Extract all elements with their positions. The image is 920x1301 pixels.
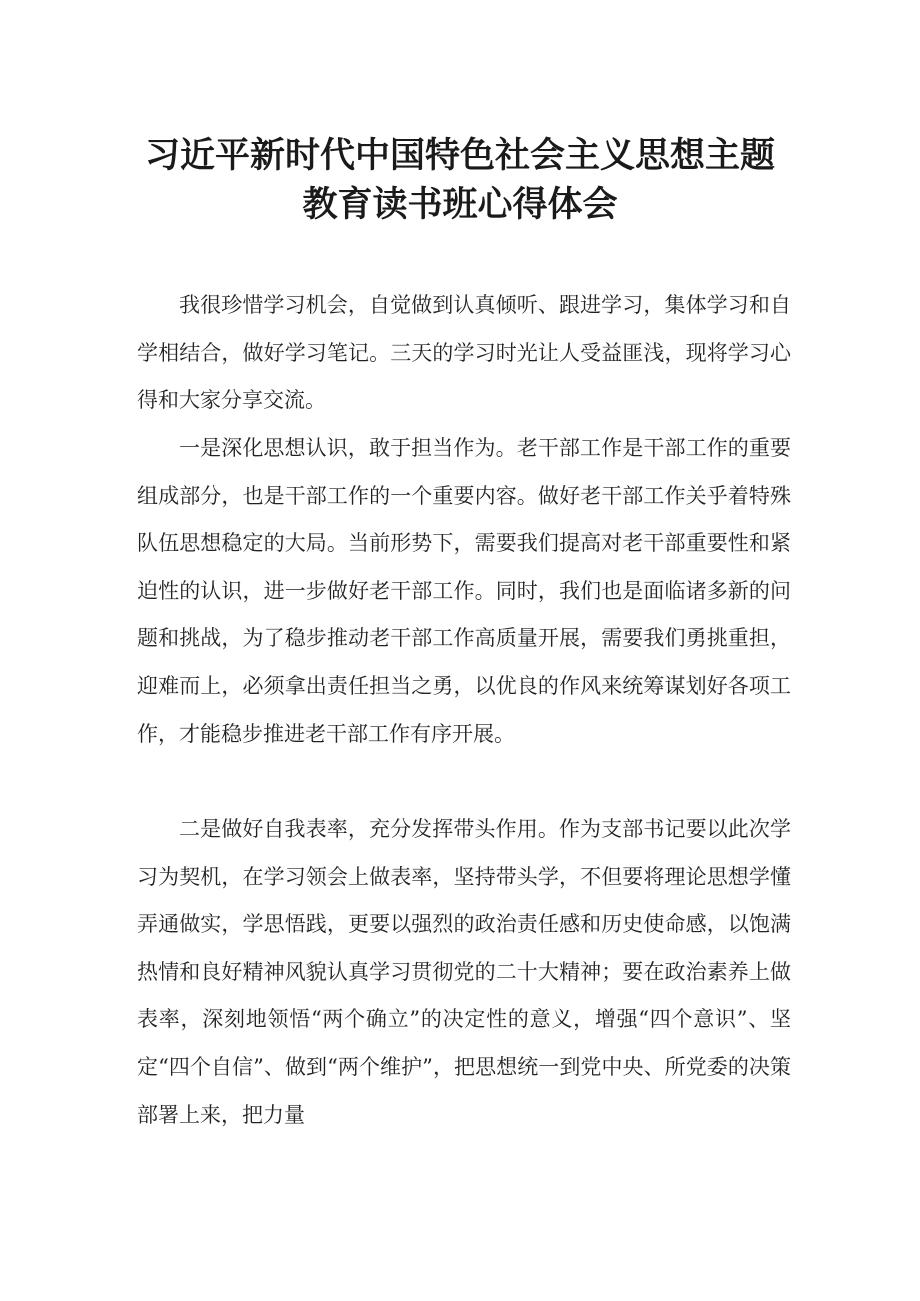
paragraph-point-two: 二是做好自我表率，充分发挥带头作用。作为支部书记要以此次学习为契机，在学习领会上做表率，坚持带头学，不但要将理论思想学懂弄通做实，学思悟践，更要以强烈的政治责任感和历史使命感，以饱满热情和良好精神风貌认真学习贯彻党的二十大精神；要在政治素养上做表率，深刻地领悟“两个确立”的决定性的意义，增强“四个意识”、坚定“四个自信”、做到“两个维护”，把思想统一到党中央、所党委的决策部署上来，把力量 (137, 817, 791, 1127)
document-title-line-2: 教育读书班心得体会 (302, 185, 618, 225)
paragraph-intro: 我很珍惜学习机会，自觉做到认真倾听、跟进学习，集体学习和自学相结合，做好学习笔记。三天的学习时光让人受益匪浅，现将学习心得和大家分享交流。 (137, 293, 791, 413)
paragraph-point-one: 一是深化思想认识，敢于担当作为。老干部工作是干部工作的重要组成部分，也是干部工作的一个重要内容。做好老干部工作关乎着特殊队伍思想稳定的大局。当前形势下，需要我们提高对老干部重要性和紧迫性的认识，进一步做好老干部工作。同时，我们也是面临诸多新的问题和挑战，为了稳步推动老干部工作高质量开展，需要我们勇挑重担，迎难而上，必须拿出责任担当之勇，以优良的作风来统筹谋划好各项工作，才能稳步推进老干部工作有序开展。 (137, 436, 791, 746)
document-title-line-1: 习近平新时代中国特色社会主义思想主题 (144, 136, 775, 176)
